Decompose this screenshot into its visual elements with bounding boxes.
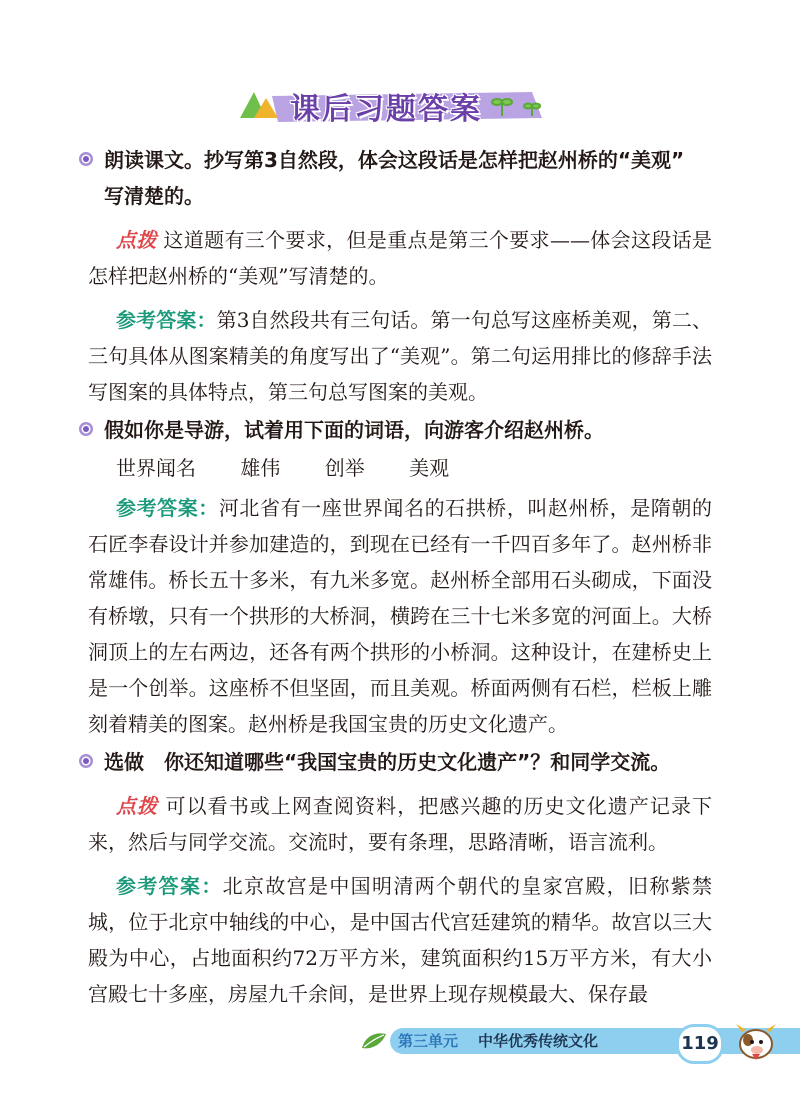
question-2 [88,412,712,448]
word-item: 美观 [409,456,450,480]
question-2-line1: 假如你是导游，试着用下面的词语，向游客介绍赵州桥。 [104,418,604,442]
question-3-line1: 选做 你还知道哪些“我国宝贵的历史文化遗产”？和同学交流。 [104,750,671,774]
question-1-line1: 朗读课文。抄写第3自然段，体会这段话是怎样把赵州桥的“美观” [104,148,685,172]
page-footer [0,1018,800,1062]
answer-label: 参考答案： [116,308,217,332]
page-number: 119 [676,1024,724,1064]
question-3-answer [88,868,712,1012]
word-item: 世界闻名 [116,456,196,480]
question-1-hint [88,222,712,294]
section-banner [232,78,552,130]
hint-label: 点拨 [116,228,157,252]
hint-label: 点拨 [116,794,159,818]
banner-title: 课后习题答案 [290,92,482,127]
hint-text: 这道题有三个要求，但是重点是第三个要求——体会这段话是怎样把赵州桥的“美观”写清楚的。 [88,228,713,288]
answer-label: 参考答案： [116,874,223,898]
question-1-line2: 写清楚的。 [104,184,204,208]
answer-label: 参考答案： [116,496,219,520]
calf-mascot-icon [726,1018,786,1062]
answer-content [88,140,712,1012]
question-3-hint [88,788,712,860]
question-1-answer [88,302,712,410]
word-item: 雄伟 [240,456,281,480]
answer-text: 北京故宫是中国明清两个朝代的皇家宫殿，旧称紫禁城，位于北京中轴线的中心，是中国古代宫廷建筑的精华。故宫以三大殿为中心，占地面积约72万平方米，建筑面积约15万平方米，有大小宫殿七十多座，房屋九千余间，是世界上现存规模最大、保存最 [88,874,713,1006]
hint-text: 可以看书或上网查阅资料，把感兴趣的历史文化遗产记录下来，然后与同学交流。交流时，要有条理，思路清晰，语言流利。 [88,794,713,854]
bullet-ball-icon [78,421,94,437]
question-2-answer [88,490,712,742]
question-3 [88,744,712,780]
leaf-icon [360,1030,388,1052]
bullet-ball-icon [78,151,94,167]
footer-unit: 第三单元 [398,1032,459,1050]
word-item: 创举 [324,456,365,480]
word-list [88,450,712,486]
answer-text: 第3自然段共有三句话。第一句总写这座桥美观，第二、三句具体从图案精美的角度写出了“美观”。第二句运用排比的修辞手法写图案的具体特点，第三句总写图案的美观。 [88,308,713,404]
question-1 [88,142,712,214]
answer-text: 河北省有一座世界闻名的石拱桥，叫赵州桥，是隋朝的石匠李春设计并参加建造的，到现在已经有一千四百多年了。赵州桥非常雄伟。桥长五十多米，有九米多宽。赵州桥全部用石头砌成，下面没有桥墩，只有一个拱形的大桥洞，横跨在三十七米多宽的河面上。大桥洞顶上的左右两边，还各有两个拱形的小桥洞。这种设计，在建桥史上是一个创举。这座桥不但坚固，而且美观。桥面两侧有石栏，栏板上雕刻着精美的图案。赵州桥是我国宝贵的历史文化遗产。 [88,496,713,736]
footer-unit-name: 中华优秀传统文化 [478,1032,599,1050]
bullet-ball-icon [78,753,94,769]
